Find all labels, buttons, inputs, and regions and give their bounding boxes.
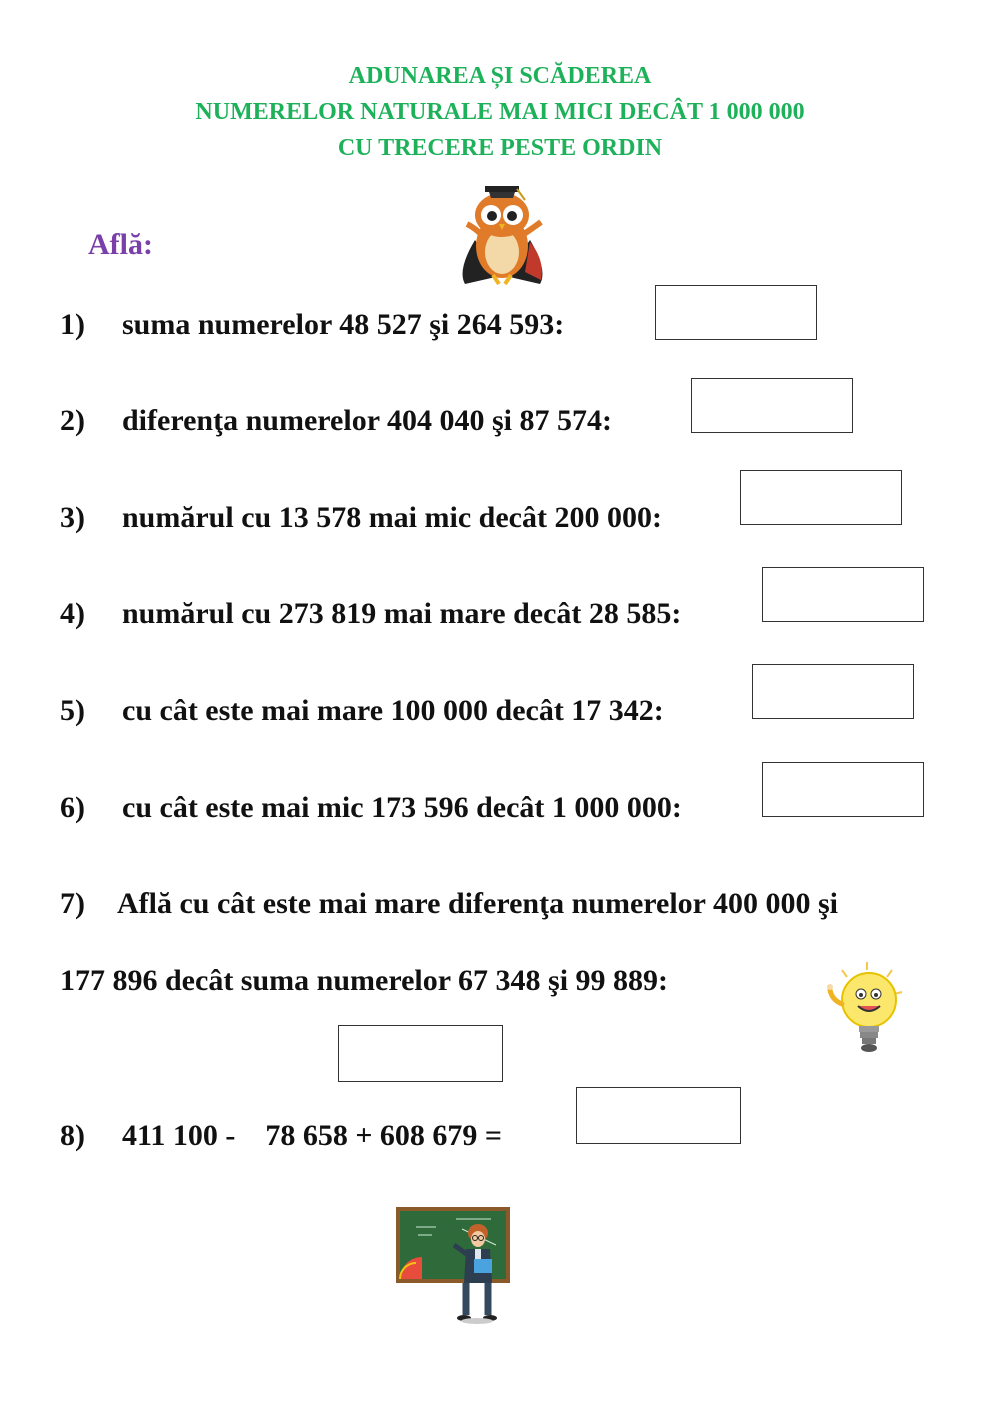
question-number: 6) <box>60 791 85 824</box>
answer-box-1[interactable] <box>655 285 817 340</box>
title-line-3: CU TRECERE PESTE ORDIN <box>337 135 663 161</box>
question-text: numărul cu 13 578 mai mic decât 200 000: <box>122 501 662 534</box>
owl-graduate-icon <box>455 180 550 288</box>
question-text: numărul cu 273 819 mai mare decât 28 585: <box>122 597 682 630</box>
question-number: 1) <box>60 308 85 341</box>
question-expression: 411 100 - 78 658 + 608 679 = <box>122 1119 503 1152</box>
teacher-blackboard-icon <box>396 1205 514 1325</box>
question-text: suma numerelor 48 527 şi 264 593: <box>122 308 565 341</box>
question-number: 2) <box>60 404 85 437</box>
question-2 <box>60 404 612 438</box>
answer-box-7[interactable] <box>338 1025 503 1082</box>
title-line-1: ADUNAREA ȘI SCĂDEREA <box>348 63 652 89</box>
question-3 <box>60 501 662 535</box>
title-line-2: NUMERELOR NATURALE MAI MICI DECÂT 1 000 000 <box>195 99 805 125</box>
answer-box-5[interactable] <box>752 664 914 719</box>
question-text: cu cât este mai mic 173 596 decât 1 000 000: <box>122 791 682 824</box>
lightbulb-icon <box>822 960 907 1055</box>
question-number: 5) <box>60 694 85 727</box>
instruction-label: Află: <box>88 228 153 261</box>
question-7-line-1 <box>60 887 838 921</box>
answer-box-8[interactable] <box>576 1087 741 1144</box>
question-number: 8) <box>60 1119 85 1152</box>
question-7-line-2: 177 896 decât suma numerelor 67 348 şi 99 889: <box>60 964 669 997</box>
answer-box-2[interactable] <box>691 378 853 433</box>
question-6 <box>60 791 682 825</box>
question-4 <box>60 597 681 631</box>
question-text: Află cu cât este mai mare diferenţa numerelor 400 000 şi <box>117 887 838 920</box>
question-text: cu cât este mai mare 100 000 decât 17 342: <box>122 694 664 727</box>
question-5 <box>60 694 664 728</box>
question-text: diferenţa numerelor 404 040 şi 87 574: <box>122 404 612 437</box>
worksheet-title <box>0 58 1000 166</box>
answer-box-3[interactable] <box>740 470 902 525</box>
answer-box-4[interactable] <box>762 567 924 622</box>
question-number: 7) <box>60 887 85 920</box>
answer-box-6[interactable] <box>762 762 924 817</box>
question-8 <box>60 1119 502 1153</box>
question-1 <box>60 308 564 342</box>
question-number: 4) <box>60 597 85 630</box>
question-number: 3) <box>60 501 85 534</box>
